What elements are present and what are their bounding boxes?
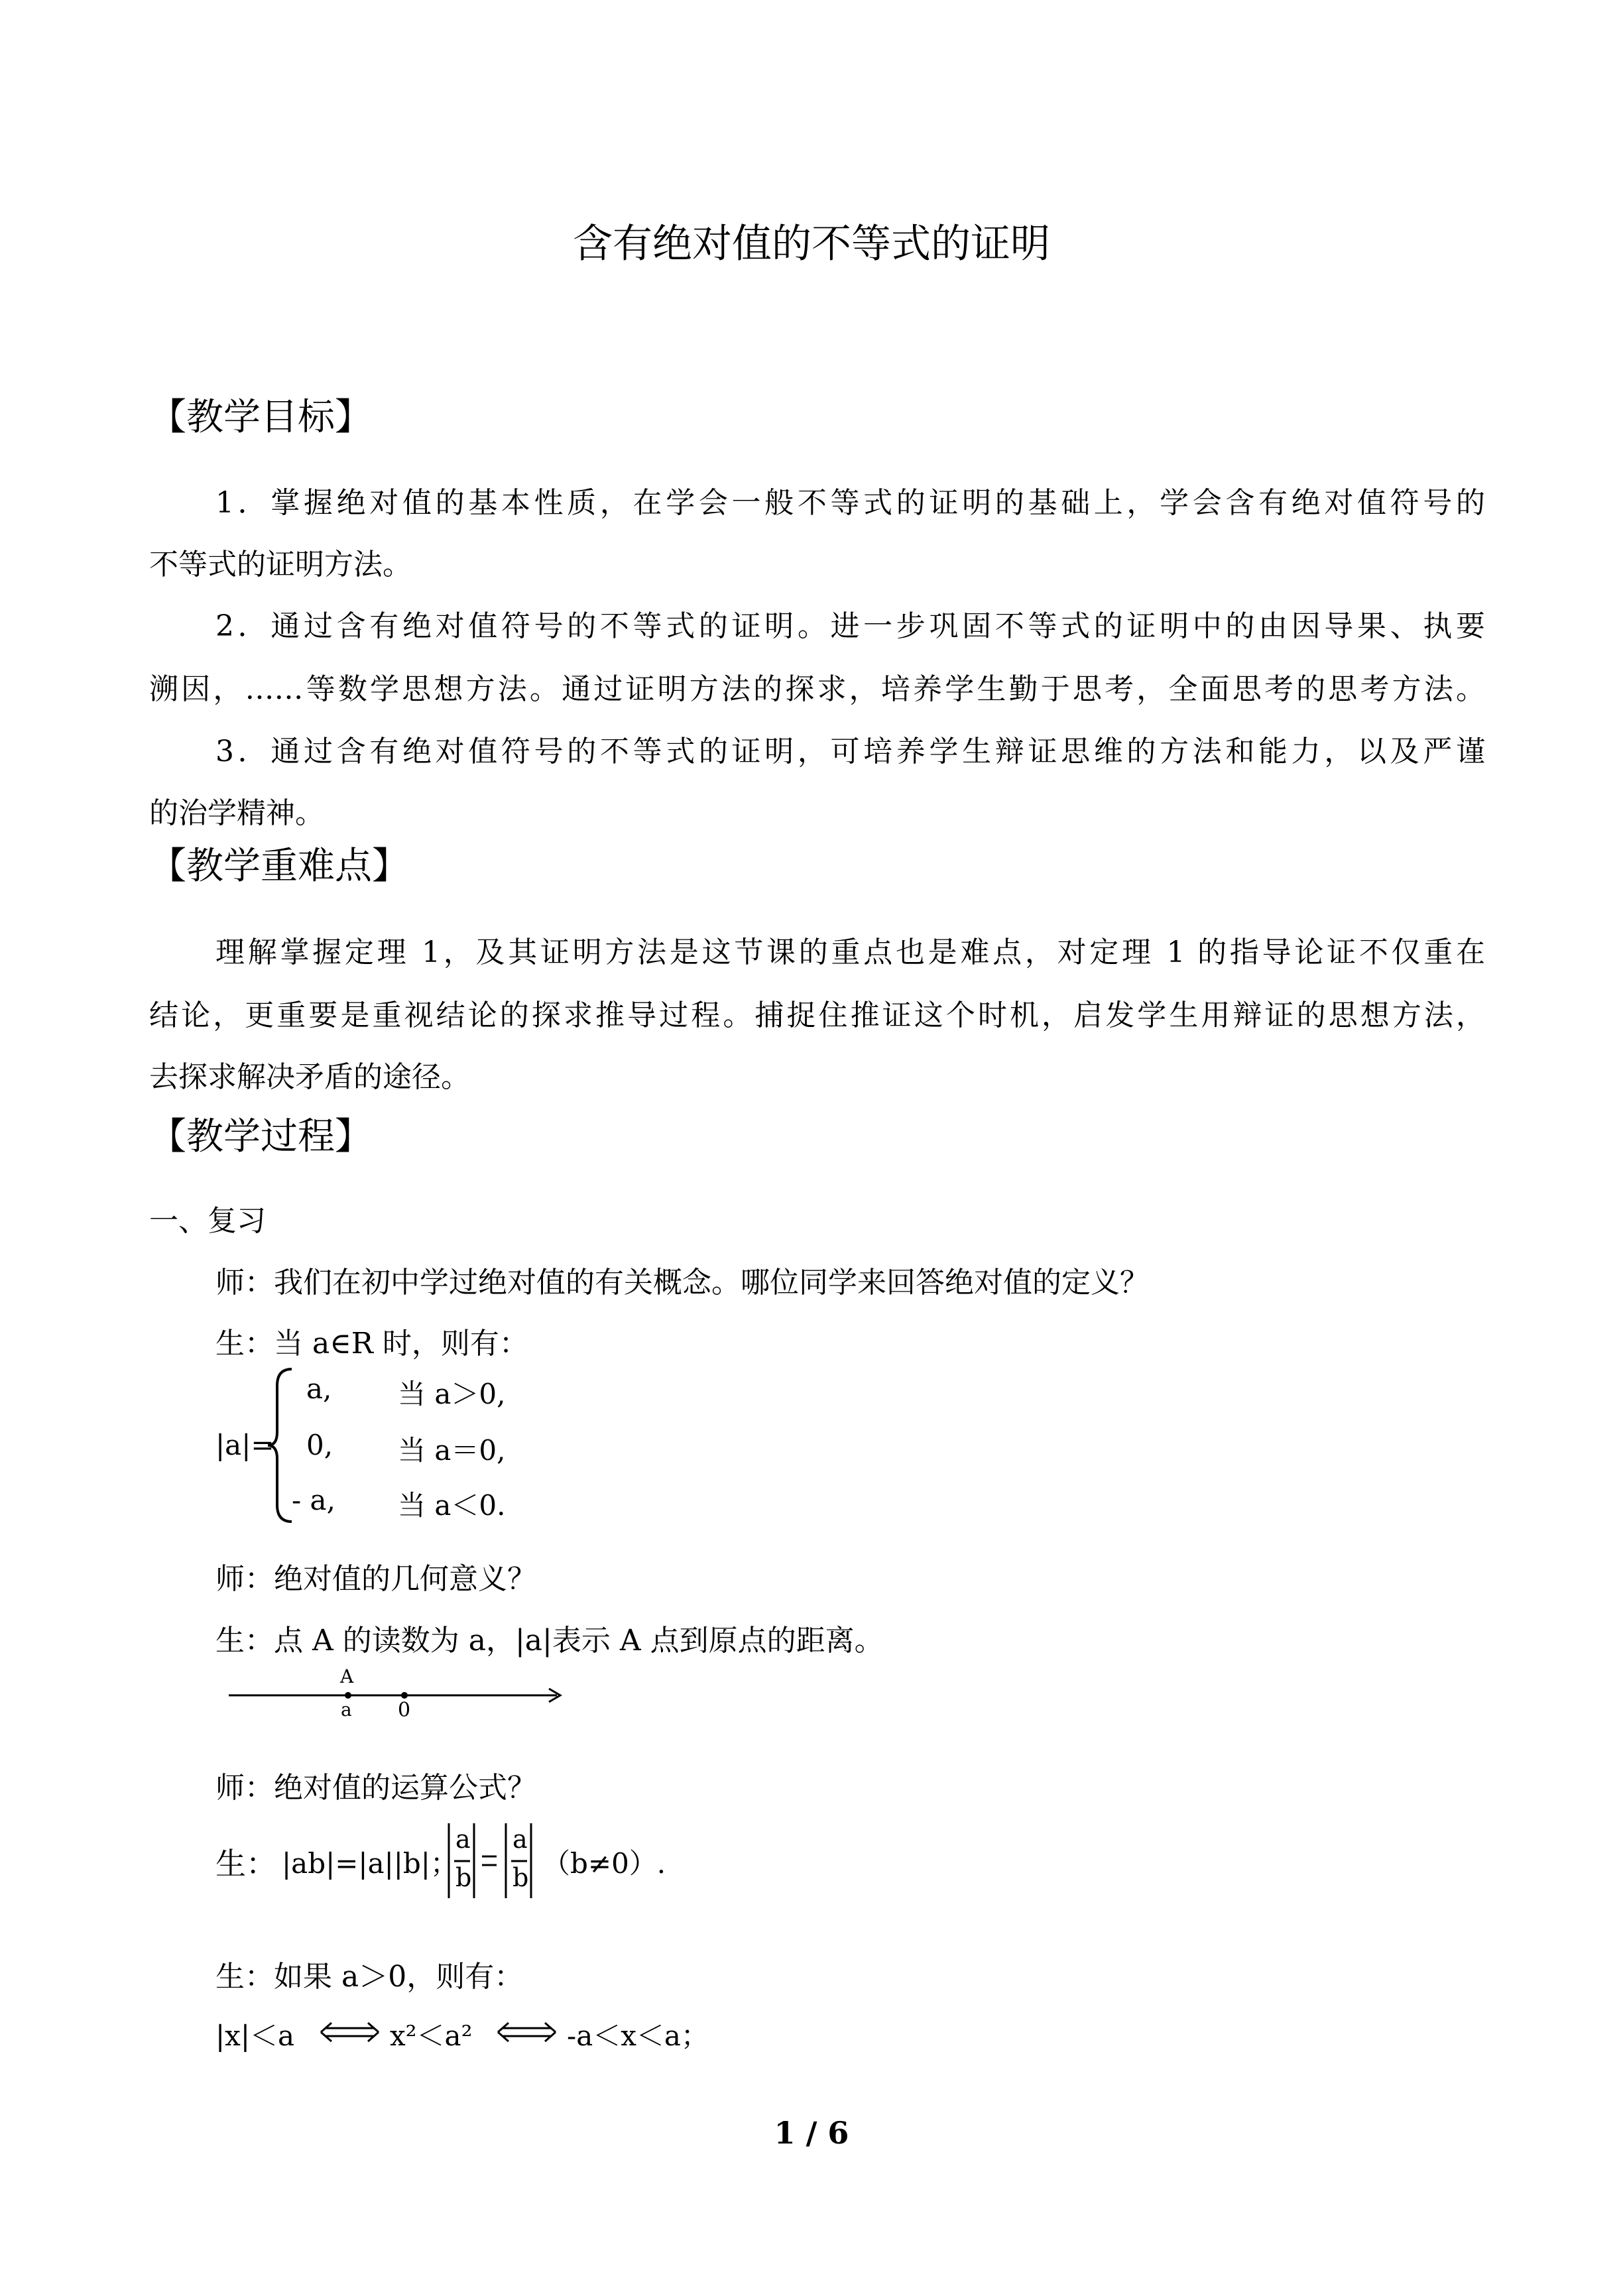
student-answer-2: 生：点 A 的读数为 a，|a|表示 A 点到原点的距离。 xyxy=(215,1624,884,1658)
point-a-value: a xyxy=(341,1699,352,1721)
fraction-1-numerator: a xyxy=(455,1825,471,1854)
quotient-condition: （b≠0）. xyxy=(542,1847,666,1880)
page-title: 含有绝对值的不等式的证明 xyxy=(573,221,1050,267)
goal-3-line-1: 3．通过含有绝对值符号的不等式的证明，可培养学生辩证思维的方法和能力，以及严谨 xyxy=(215,735,1485,768)
piecewise-row-2-value: 0, xyxy=(306,1429,333,1461)
goal-2-line-1: 2．通过含有绝对值符号的不等式的证明。进一步巩固不等式的证明中的由因导果、执要 xyxy=(215,609,1485,643)
piecewise-row-1-value: a, xyxy=(306,1372,332,1405)
teacher-question-1: 师：我们在初中学过绝对值的有关概念。哪位同学来回答绝对值的定义？ xyxy=(215,1266,1149,1299)
section-heading-process: 【教学过程】 xyxy=(149,1115,372,1158)
piecewise-row-3-value: - a, xyxy=(292,1484,335,1516)
product-formula: |ab|=|a||b|； xyxy=(282,1847,458,1880)
fraction-2-numerator: a xyxy=(512,1825,528,1854)
fraction-2-denominator: b xyxy=(512,1863,529,1892)
key-points-line-2: 结论，更重要是重视结论的探求推导过程。捕捉住推证这个时机，启发学生用辩证的思想方法， xyxy=(149,998,1485,1032)
equivalence-arrow-icon xyxy=(318,2019,381,2045)
equivalence-arrow-icon xyxy=(495,2019,558,2045)
inequality-rhs: -a＜x＜a； xyxy=(567,2020,709,2052)
inequality-lhs: |x|＜a xyxy=(215,2020,295,2052)
student-prefix-3: 生： xyxy=(215,1846,276,1882)
teacher-question-2: 师：绝对值的几何意义？ xyxy=(215,1562,536,1596)
page-number: 1 / 6 xyxy=(774,2115,849,2151)
inequality-middle: x²＜a² xyxy=(390,2020,473,2052)
key-points-line-3: 去探求解决矛盾的途径。 xyxy=(149,1060,470,1094)
fraction-1-denominator: b xyxy=(455,1863,472,1892)
piecewise-row-2-condition: 当 a＝0, xyxy=(398,1434,506,1467)
goal-3-line-2: 的治学精神。 xyxy=(149,796,324,830)
section-heading-goals: 【教学目标】 xyxy=(149,396,372,439)
teacher-question-3: 师：绝对值的运算公式？ xyxy=(215,1771,536,1805)
goal-1-line-1: 1．掌握绝对值的基本性质，在学会一般不等式的证明的基础上，学会含有绝对值符号的 xyxy=(215,486,1485,520)
section-heading-key-points: 【教学重难点】 xyxy=(149,845,409,888)
origin-label: 0 xyxy=(398,1699,411,1722)
student-answer-4: 生：如果 a＞0，则有： xyxy=(215,1960,524,1994)
goal-2-line-2: 溯因，……等数学思想方法。通过证明方法的探求，培养学生勤于思考，全面思考的思考方法。 xyxy=(149,672,1485,706)
piecewise-row-1-condition: 当 a＞0, xyxy=(398,1378,506,1410)
goal-1-line-2: 不等式的证明方法。 xyxy=(149,548,412,581)
point-a-label: A xyxy=(340,1665,354,1687)
student-answer-1: 生：当 a∈R 时，则有： xyxy=(215,1327,528,1360)
piecewise-row-3-condition: 当 a＜0. xyxy=(398,1489,506,1522)
piecewise-lhs: |a|= xyxy=(215,1429,274,1461)
key-points-line-1: 理解掌握定理 1，及其证明方法是这节课的重点也是难点，对定理 1 的指导论证不仅重在 xyxy=(215,936,1485,969)
review-heading: 一、复习 xyxy=(149,1204,266,1238)
